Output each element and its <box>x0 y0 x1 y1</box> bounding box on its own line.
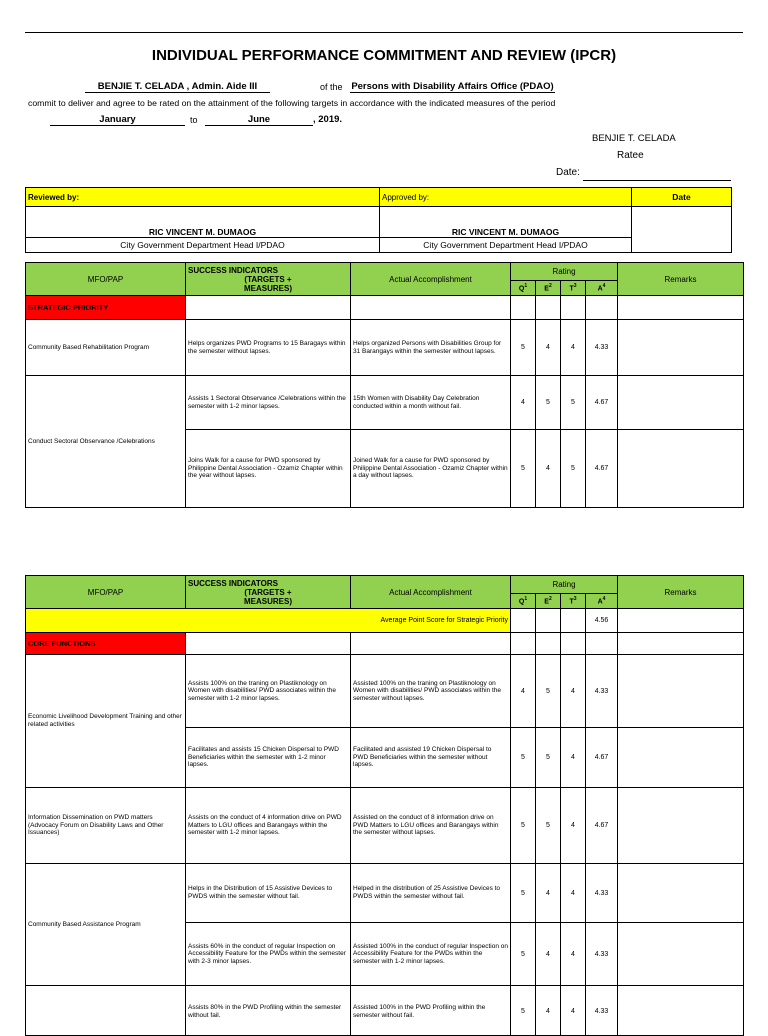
indicator-cell: Assists 100% on the traning on Plastiknology on Women with disabilities/ PWD associates within the semester with 1-2 minor lapses. <box>186 655 351 728</box>
t-cell: 4 <box>561 320 586 376</box>
a-header <box>586 594 618 609</box>
a-cell: 4.67 <box>586 728 618 788</box>
remarks-cell <box>618 788 744 864</box>
actual-cell: Helps organized Persons with Disabilities Group for 31 Barangays within the semester without lapses. <box>351 320 511 376</box>
remarks-cell <box>618 728 744 788</box>
q-cell: 5 <box>511 430 536 508</box>
q-cell: 5 <box>511 923 536 986</box>
ipcr-table-1 <box>25 262 744 508</box>
indicator-cell: Assists on the conduct of 4 information drive on PWD Matters to LGU offices and Barangays within the semester with 1-2 minor lapses. <box>186 788 351 864</box>
mfo-cell: Community Based Assistance Program <box>26 864 186 986</box>
actual-cell: Assisted 100% in the PWD Profiling within the semester without fail. <box>351 986 511 1036</box>
a-cell: 4.33 <box>586 655 618 728</box>
e-cell: 5 <box>536 788 561 864</box>
table-row <box>26 376 744 430</box>
e-sup: 2 <box>548 283 552 290</box>
mfo-cell: Economic Livelihood Development Training and other related activities <box>26 655 186 788</box>
q-cell: 5 <box>511 986 536 1036</box>
table-row <box>26 320 744 376</box>
strategic-priority-label: STRATEGIC PRIORITY <box>26 296 186 320</box>
commit-text: commit to deliver and agree to be rated on the attainment of the following targets in accordance with the indicated measures of the period <box>28 98 556 108</box>
e-cell: 4 <box>536 320 561 376</box>
q-letter: Q <box>518 285 525 293</box>
t-cell: 4 <box>561 986 586 1036</box>
remarks-header: Remarks <box>618 263 744 296</box>
average-label: Average Point Score for Strategic Priority <box>26 609 511 633</box>
e-cell: 4 <box>536 986 561 1036</box>
mfo-cell: Conduct Sectoral Observance /Celebrations <box>26 376 186 508</box>
q-header <box>511 594 536 609</box>
e-cell: 4 <box>536 864 561 923</box>
q-cell: 5 <box>511 320 536 376</box>
mfo-cell <box>26 986 186 1036</box>
approved-by-label: Approved by: <box>380 188 632 207</box>
e-cell: 4 <box>536 923 561 986</box>
actual-cell: Joined Walk for a cause for PWD sponsored by Philippine Dental Association - Ozamiz Chapter within a day without lapses. <box>351 430 511 508</box>
mfo-cell: Community Based Rehabilitation Program <box>26 320 186 376</box>
date-line <box>583 180 731 181</box>
date-cell <box>632 207 732 253</box>
actual-cell: Facilitated and assisted 19 Chicken Dispersal to PWD Beneficiaries within the semester without lapses. <box>351 728 511 788</box>
ipcr-table-2 <box>25 575 744 1036</box>
actual-cell: 15th Women with Disability Day Celebration conducted within a month without fail. <box>351 376 511 430</box>
a-cell: 4.67 <box>586 430 618 508</box>
mfo-cell: Information Dissemination on PWD matters (Advocacy Forum on Disability Laws and Other Issuances) <box>26 788 186 864</box>
period-to-label: to <box>190 115 198 125</box>
mfo-header: MFO/PAP <box>26 576 186 609</box>
indicator-cell: Helps organizes PWD Programs to 15 Baragays within the semester without lapses. <box>186 320 351 376</box>
a-cell: 4.67 <box>586 376 618 430</box>
q-cell: 4 <box>511 376 536 430</box>
e-cell: 5 <box>536 728 561 788</box>
t-cell: 5 <box>561 376 586 430</box>
ratee-name: BENJIE T. CELADA <box>592 133 676 144</box>
approver-title: City Government Department Head I/PDAO <box>380 238 632 253</box>
t-cell: 5 <box>561 430 586 508</box>
e-header <box>536 594 561 609</box>
period-to: June <box>205 114 313 126</box>
a-cell: 4.33 <box>586 864 618 923</box>
q-cell: 5 <box>511 864 536 923</box>
t-cell: 4 <box>561 864 586 923</box>
e-letter: E <box>544 285 549 293</box>
t-sup: 3 <box>573 596 577 603</box>
reviewer-title: City Government Department Head I/PDAO <box>26 238 380 253</box>
indicator-cell: Helps in the Distribution of 15 Assistive Devices to PWDS within the semester without fail. <box>186 864 351 923</box>
average-row <box>26 609 744 633</box>
a-sup: 4 <box>602 596 606 603</box>
e-header <box>536 281 561 296</box>
employee-name: BENJIE T. CELADA , Admin. Aide III <box>85 81 270 93</box>
q-header <box>511 281 536 296</box>
indicator-cell: Joins Walk for a cause for PWD sponsored by Philippine Dental Association - Ozamiz Chapter within the year without lapses. <box>186 430 351 508</box>
approver-name: RIC VINCENT M. DUMAOG <box>380 207 632 238</box>
a-header <box>586 281 618 296</box>
a-letter: A <box>597 598 603 606</box>
actual-cell: Assisted on the conduct of 8 information drive on PWD Matters to LGU offices and Barangays within the semester without lapses. <box>351 788 511 864</box>
q-cell: 4 <box>511 655 536 728</box>
t-cell: 4 <box>561 788 586 864</box>
date-label: Date: <box>556 167 580 178</box>
date-header: Date <box>632 188 732 207</box>
t-sup: 3 <box>573 283 577 290</box>
core-functions-label: CORE FUNCTIONS <box>26 633 186 655</box>
office-name: Persons with Disability Affairs Office (PDAO) <box>351 81 554 92</box>
period-from: January <box>50 114 185 126</box>
q-sup: 1 <box>524 596 528 603</box>
indicator-cell: Assists 1 Sectoral Observance /Celebrations within the semester with 1-2 minor lapses. <box>186 376 351 430</box>
e-cell: 5 <box>536 655 561 728</box>
e-cell: 5 <box>536 376 561 430</box>
remarks-cell <box>618 864 744 923</box>
t-cell: 4 <box>561 655 586 728</box>
success-header-line3: MEASURES) <box>243 596 292 606</box>
table-row <box>26 788 744 864</box>
table-row <box>26 655 744 728</box>
indicator-cell: Assists 80% in the PWD Profiling within the semester without fail. <box>186 986 351 1036</box>
q-letter: Q <box>518 598 525 606</box>
actual-header: Actual Accomplishment <box>351 263 511 296</box>
rating-header: Rating <box>511 263 618 281</box>
remarks-cell <box>618 430 744 508</box>
q-sup: 1 <box>524 283 528 290</box>
a-cell: 4.33 <box>586 986 618 1036</box>
t-cell: 4 <box>561 923 586 986</box>
a-cell: 4.33 <box>586 320 618 376</box>
remarks-cell <box>618 320 744 376</box>
success-header-line2: (TARGETS + <box>244 274 292 284</box>
indicator-cell: Facilitates and assists 15 Chicken Dispersal to PWD Beneficiaries within the semester with 1-2 minor lapses. <box>186 728 351 788</box>
review-table <box>25 187 732 253</box>
indicator-cell: Assists 60% in the conduct of regular Inspection on Accessibility Feature for the PWDs within the semester with 2-3 minor lapses. <box>186 923 351 986</box>
success-header-line1: SUCCESS INDICATORS <box>188 578 278 588</box>
a-cell: 4.67 <box>586 788 618 864</box>
remarks-cell <box>618 655 744 728</box>
t-header <box>561 281 586 296</box>
a-sup: 4 <box>602 283 606 290</box>
success-header-line2: (TARGETS + <box>244 587 292 597</box>
success-indicators-header <box>186 263 351 296</box>
rating-header: Rating <box>511 576 618 594</box>
success-header-line3: MEASURES) <box>243 283 292 293</box>
remarks-cell <box>618 986 744 1036</box>
reviewed-by-label: Reviewed by: <box>26 188 380 207</box>
e-letter: E <box>544 598 549 606</box>
a-letter: A <box>597 285 603 293</box>
mfo-header: MFO/PAP <box>26 263 186 296</box>
q-cell: 5 <box>511 788 536 864</box>
remarks-cell <box>618 923 744 986</box>
ratee-label: Ratee <box>617 150 644 161</box>
q-cell: 5 <box>511 728 536 788</box>
average-value: 4.56 <box>586 609 618 633</box>
success-header-line1: SUCCESS INDICATORS <box>188 265 278 275</box>
e-cell: 4 <box>536 430 561 508</box>
table-row <box>26 864 744 923</box>
actual-header: Actual Accomplishment <box>351 576 511 609</box>
actual-cell: Helped in the distribution of 25 Assistive Devices to PWDS within the semester without fail. <box>351 864 511 923</box>
remarks-header: Remarks <box>618 576 744 609</box>
remarks-cell <box>618 376 744 430</box>
a-cell: 4.33 <box>586 923 618 986</box>
page-title: INDIVIDUAL PERFORMANCE COMMITMENT AND REVIEW (IPCR) <box>151 47 617 64</box>
actual-cell: Assisted 100% in the conduct of regular Inspection on Accessibility Feature for the PWDs within the semester with 1-2 minor lapses. <box>351 923 511 986</box>
t-letter: T <box>569 598 574 606</box>
actual-cell: Assisted 100% on the traning on Plastiknology on Women with disabilities/ PWD associates within the semester without lapses. <box>351 655 511 728</box>
t-cell: 4 <box>561 728 586 788</box>
top-rule <box>25 32 743 33</box>
success-indicators-header <box>186 576 351 609</box>
t-letter: T <box>569 285 574 293</box>
of-the-label: of the <box>320 82 343 92</box>
table-row <box>26 986 744 1036</box>
e-sup: 2 <box>548 596 552 603</box>
t-header <box>561 594 586 609</box>
period-year: , 2019. <box>313 114 343 125</box>
reviewer-name: RIC VINCENT M. DUMAOG <box>26 207 380 238</box>
